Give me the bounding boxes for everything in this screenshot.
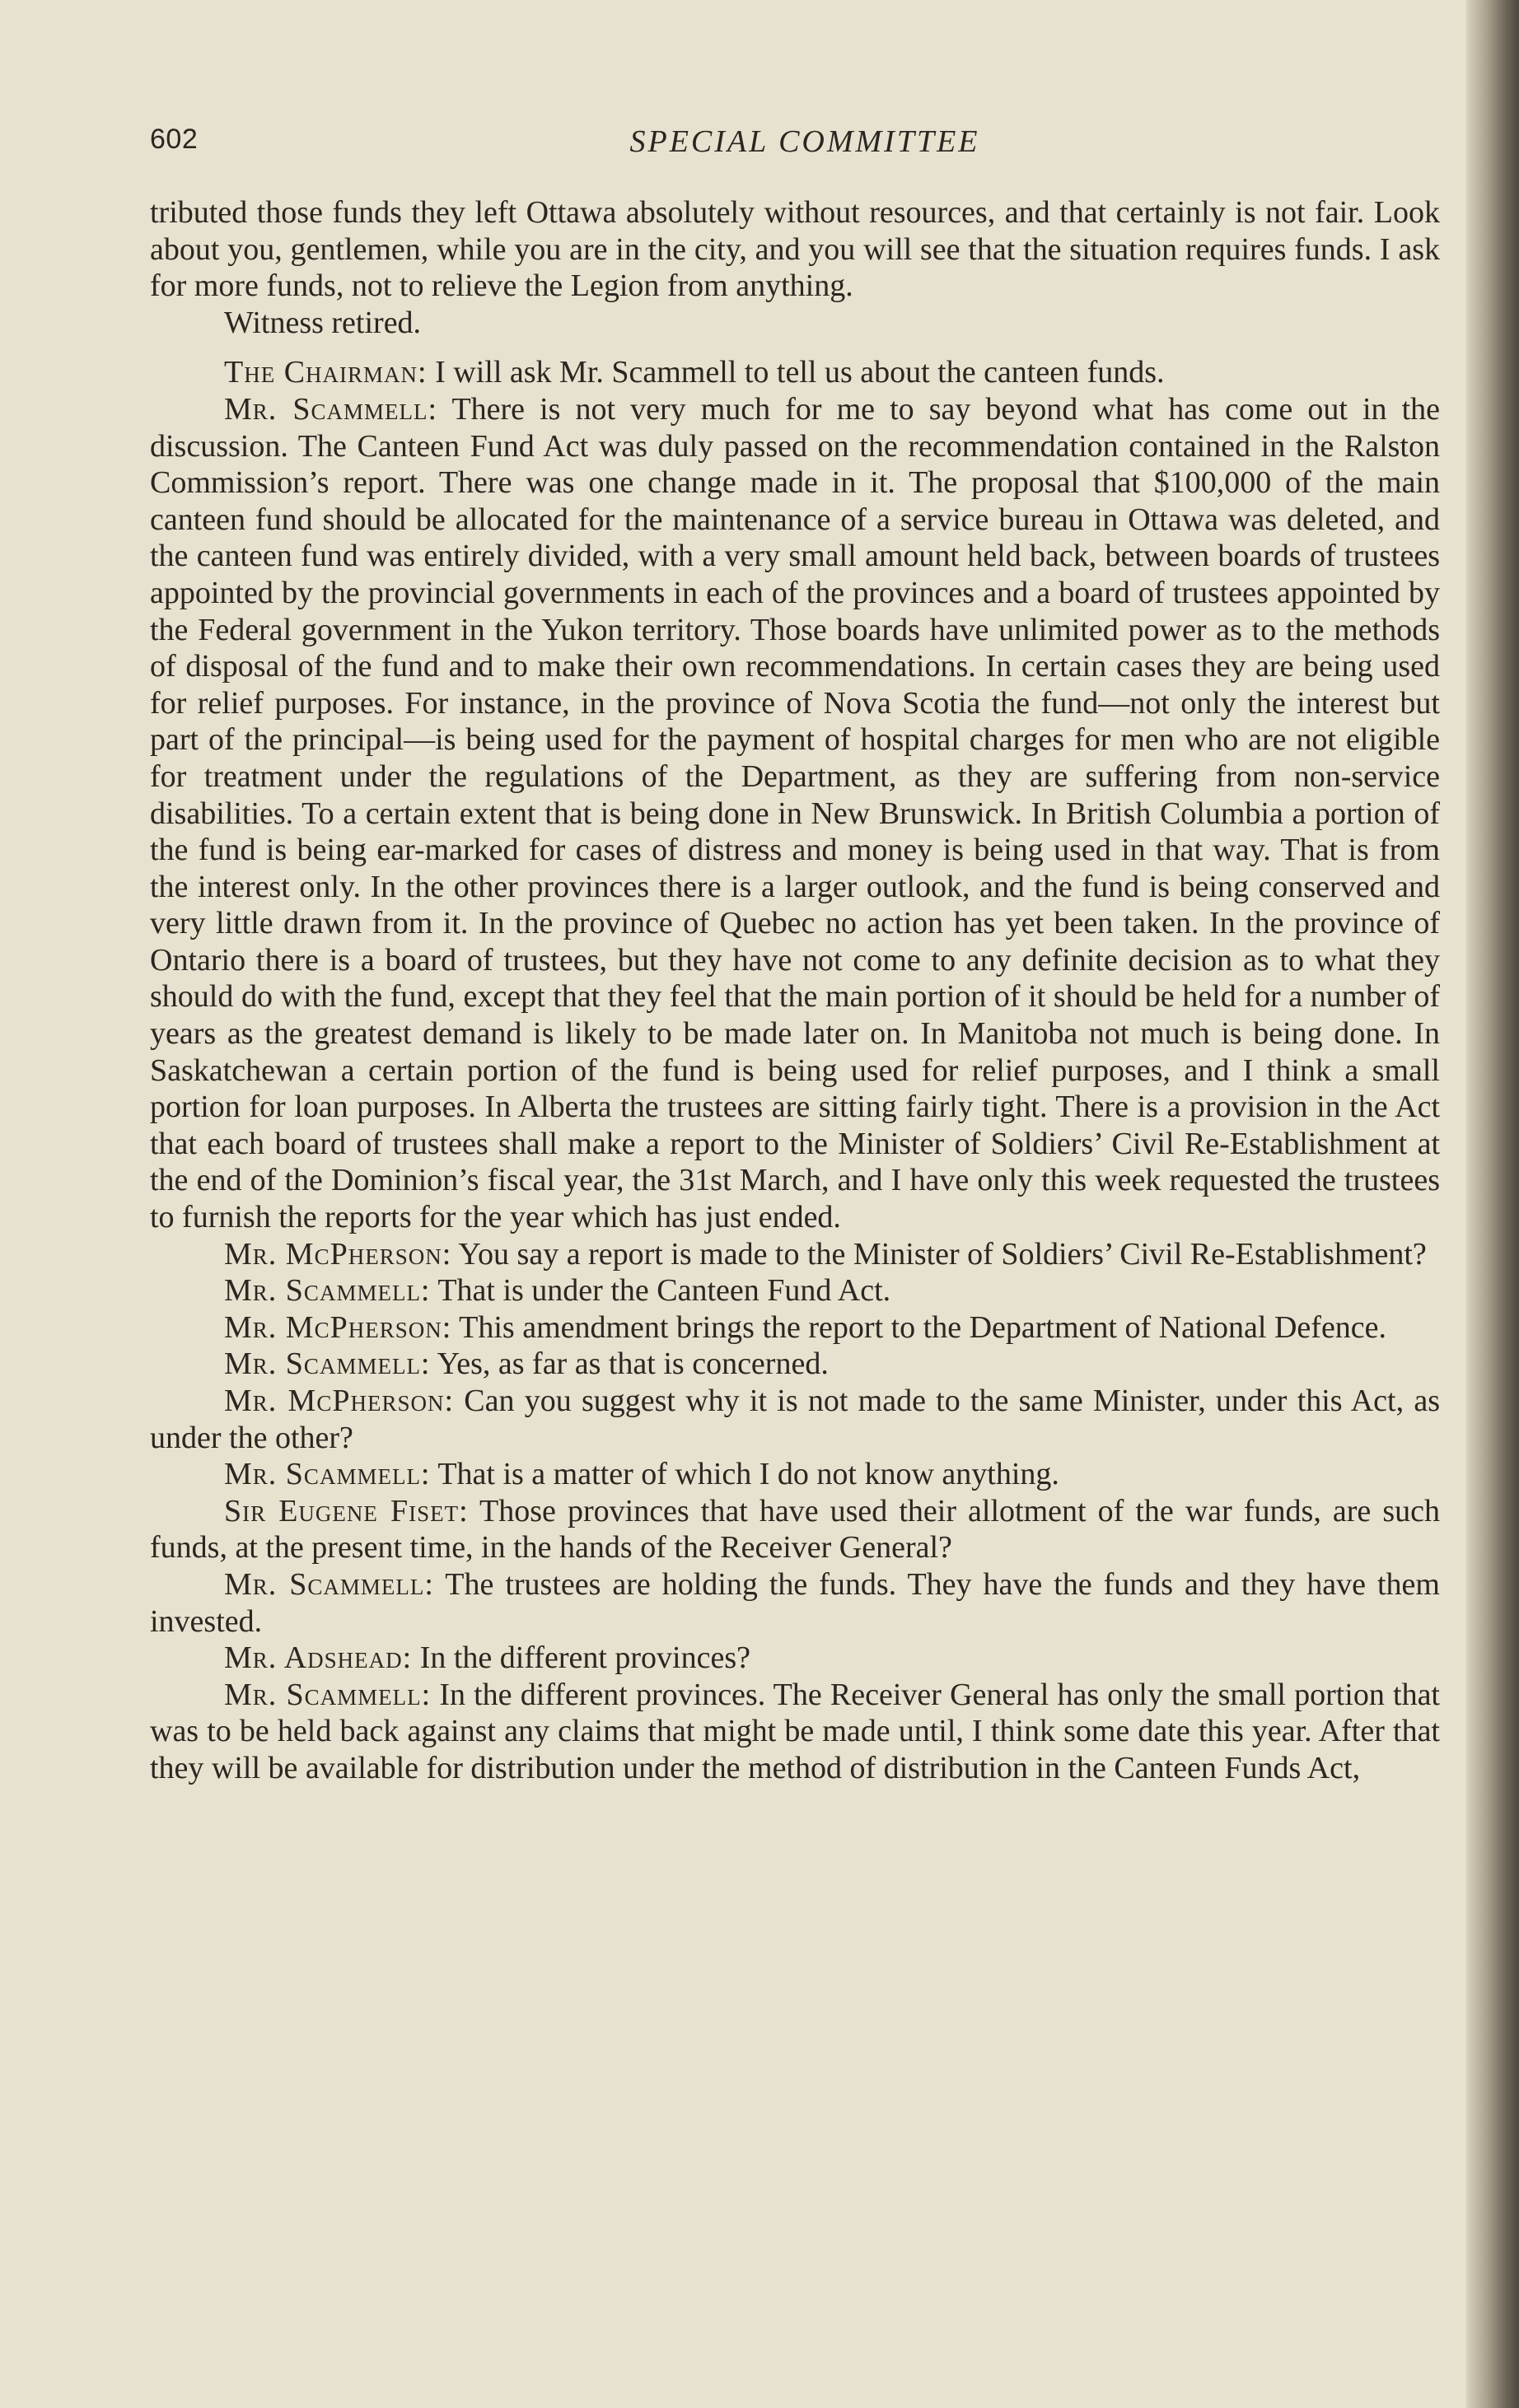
paragraph-text: There is not very much for me to say beyond what has come out in the discussion. The Canteen Fund Act was duly passed on the recommendation contained in the Ralston Commission’s report. There was one change made in it. The proposal that $100,000 of the main canteen fund should be allocated for the maintenance of a service bureau in Ottawa was deleted, and the canteen fund was entirely divided, with a very small amount held back, between boards of trustees appointed by the provincial governments in each of the provinces and a board of trustees appointed by the Federal government in the Yukon territory. Those boards have unlimited power as to the methods of disposal of the fund and to make their own recommendations. In certain cases they are being used for relief purposes. For instance, in the province of Nova Scotia the fund—not only the interest but part of the principal—is being used for the payment of hospital charges for men who are not eligible for treatment under the regulations of the Department, as they are suffering from non-service disabilities. To a certain extent that is being done in New Brunswick. In British Columbia a portion of the fund is being ear-marked for cases of distress and money is being used in that way. That is from the interest only. In the other provinces there is a larger outlook, and the fund is being conserved and very little drawn from it. In the province of Quebec no action has yet been taken. In the province of Ontario there is a board of trustees, but they have not come to any definite decision as to what they should do with the fund, except that they feel that the main portion of it should be held for a number of years as the greatest demand is likely to be made later on. In Manitoba not much is being done. In Saskatchewan a certain portion of the fund is being used for relief purposes, and I think a small portion for loan purposes. In Alberta the trustees are sitting fairly tight. There is a provision in the Act that each board of trustees shall make a report to the Minister of Soldiers’ Civil Re-Establishment at the end of the Dominion’s fiscal year, the 31st March, and I have only this week requested the trustees to furnish the reports for the year which has just ended. — [150, 391, 1440, 1235]
paragraph-text: That is a matter of which I do not know anything. — [437, 1457, 1059, 1492]
paragraph — [150, 1309, 1440, 1346]
paragraph-text: Can you suggest why it is not made to the same Minister, under this Act, as under the other? — [150, 1384, 1440, 1455]
speaker-name: Mr. McPherson: — [224, 1384, 455, 1418]
speaker-name: Mr. McPherson: — [224, 1236, 452, 1272]
book-binding-shadow — [1466, 0, 1519, 2408]
paragraph-text: In the different provinces. The Receiver General has only the small portion that was to be held back against any claims that might be made until, I think some date this year. After that they will be available for distribution under the method of distribution in the Canteen Funds Act, — [150, 1677, 1440, 1785]
paragraph — [150, 1346, 1440, 1383]
paragraph-text: I will ask Mr. Scammell to tell us about the canteen funds. — [435, 355, 1165, 390]
paragraph-text: This amendment brings the report to the Department of National Defence. — [459, 1309, 1387, 1345]
paragraph-text: The trustees are holding the funds. They have the funds and they have them invested. — [150, 1566, 1440, 1639]
paragraph — [150, 1677, 1440, 1787]
speaker-name: The Chairman: — [224, 355, 428, 390]
paragraph — [150, 1493, 1440, 1566]
paragraph — [150, 1272, 1440, 1309]
paragraph-text: You say a report is made to the Minister of Soldiers’ Civil Re-Establishment? — [458, 1236, 1427, 1272]
paragraph — [150, 1456, 1440, 1493]
running-head: SPECIAL COMMITTEE — [629, 124, 980, 159]
paragraph-text: Yes, as far as that is concerned. — [437, 1346, 829, 1382]
speaker-name: Mr. Scammell: — [224, 1457, 431, 1492]
page-body — [150, 194, 1440, 1787]
paragraph — [150, 1236, 1440, 1273]
speaker-name: Mr. Scammell: — [224, 1273, 431, 1309]
paragraph-text: In the different provinces? — [419, 1640, 751, 1676]
paragraph-text: Those provinces that have used their allotment of the war funds, are such funds, at the present time, in the hands of the Receiver General? — [150, 1493, 1440, 1566]
speaker-name: Sir Eugene Fiset: — [224, 1493, 469, 1528]
speaker-name: Mr. Scammell: — [224, 1346, 431, 1382]
paragraph — [150, 305, 1440, 342]
paragraph — [150, 1640, 1440, 1677]
paragraph-text: That is under the Canteen Fund Act. — [437, 1273, 891, 1309]
paragraph — [150, 391, 1440, 1236]
speaker-name: Mr. Scammell: — [224, 391, 438, 427]
paragraph-text: tributed those funds they left Ottawa absolutely without resources, and that certainly is not fair. Look about you, gentlemen, while you are in the city, and you will see that the situation requires funds. I ask for more funds, not to relieve the Legion from anything. — [150, 195, 1440, 304]
paragraph-text: Witness retired. — [224, 305, 422, 340]
paragraph — [150, 354, 1440, 391]
speaker-name: Mr. McPherson: — [224, 1309, 452, 1345]
speaker-name: Mr. Scammell: — [224, 1677, 432, 1712]
page-header — [150, 124, 1435, 173]
paragraph — [150, 194, 1440, 305]
paragraph — [150, 1383, 1440, 1456]
speaker-name: Mr. Adshead: — [224, 1640, 413, 1676]
speaker-name: Mr. Scammell: — [224, 1566, 434, 1602]
paragraph — [150, 1566, 1440, 1640]
page-number: 602 — [150, 124, 199, 155]
